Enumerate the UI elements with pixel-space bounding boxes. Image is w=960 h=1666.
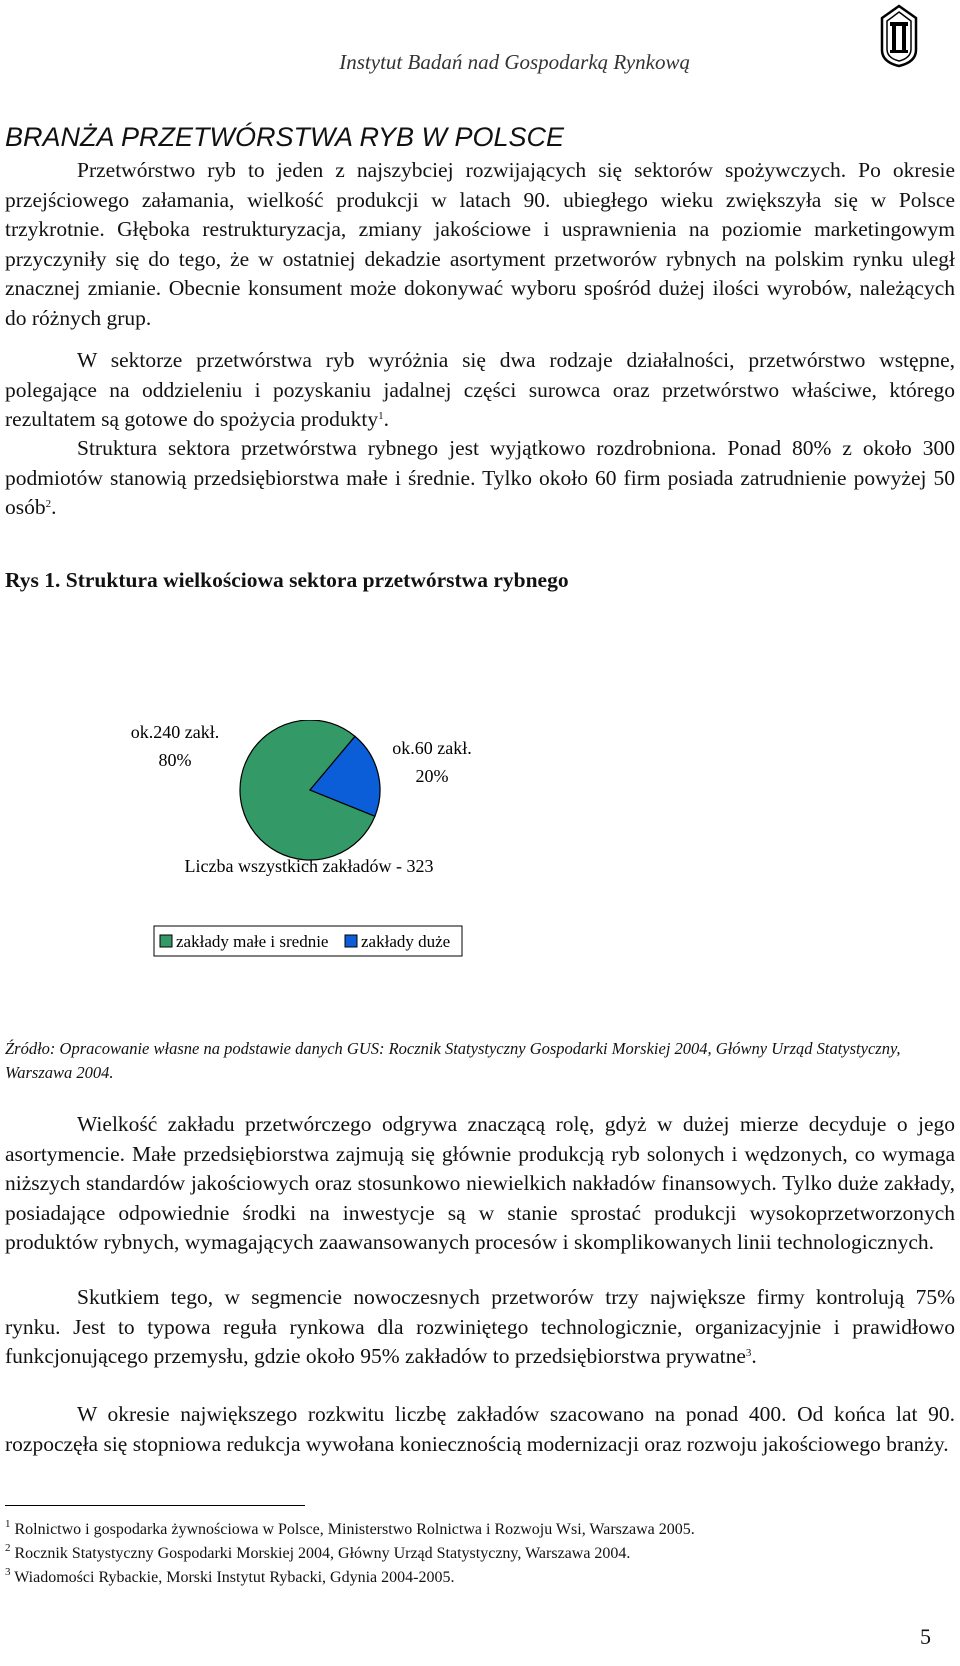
paragraph-1: Przetwórstwo ryb to jeden z najszybciej rozwijających się sektorów spożywczych. Po okresie przejściowego załamania, wielkość produkcji w latach 90. ubiegłego wieku zwiększyła się w Polsce trzykrotnie. Głęboka restrukturyzacja, zmiany jakościowe i usprawnienia na poziomie marketingowym przyczyniły się do tego, że w ostatniej dekadzie asortyment przetworów rybnych na polskim rynku uległ znacznej zmianie. Obecnie konsument może dokonywać wyboru spośród dużej ilości wyrobów, należących do różnych grup. (5, 158, 955, 330)
running-header: Instytut Badań nad Gospodarką Rynkową (339, 50, 690, 74)
pie-slices (240, 720, 380, 860)
footnote-3: $^3$ Wiadomości Rybackie, Morski Instytut Rybacki, Gdynia 2004-2005. (5, 1566, 455, 1586)
slice-label-count-0: ok.240 zakł. (130, 722, 220, 742)
footnote-ref-3: 3 (745, 1347, 752, 1359)
footnote-ref-1: 1 (378, 410, 384, 422)
footnote-1: $^1$ Rolnictwo i gospodarka żywnościowa w Polsce, Ministerstwo Rolnictwa i Rozwoju Wsi, Warszawa 2005. (5, 1518, 695, 1538)
footnote-ref-2: 2 (45, 498, 52, 510)
legend-label-0: zakłady małe i srednie (176, 932, 329, 951)
section-title: BRANŻA PRZETWÓRSTWA RYB W POLSCE (5, 122, 565, 152)
paragraph-3: Struktura sektora przetwórstwa rybnego jest wyjątkowo rozdrobniona. Ponad 80% z około 300 podmiotów stanowią przedsiębiorstwa małe i średnie. Tylko około 60 firm posiada zatrudnienie powyżej 50 osób$^2$. (5, 436, 955, 519)
paragraph-6: W okresie największego rozkwitu liczbę zakładów szacowano na ponad 400. Od końca lat 90. rozpoczęła się stopniowa redukcja wywołana koniecznością modernizacji oraz rozwoju jakościowego branży. (5, 1402, 955, 1456)
paragraph-4: Wielkość zakładu przetwórczego odgrywa znaczącą rolę, gdyż w dużej mierze decyduje o jego asortymencie. Małe przedsiębiorstwa zajmują się głównie produkcją ryb solonych i wędzonych, co wymaga niższych standardów jakościowych oraz stosunkowo niewielkich nakładów finansowych. Tylko duże zakłady, posiadające odpowiednie środki na inwestycje są w stanie sprostać produkcji wysokoprzetworzonych produktów rybnych, wymagających zaawansowanych procesów i skomplikowanych linii technologicznych. (5, 1112, 955, 1254)
slice-label-count-1: ok.60 zakł. (392, 738, 472, 758)
slice-label-pct-0: 80% (158, 750, 192, 770)
chart-annotation: Liczba wszystkich zakładów - 323 (184, 856, 434, 876)
figure-caption: Rys 1. Struktura wielkościowa sektora przetwórstwa rybnego (5, 568, 569, 592)
paragraph-5: Skutkiem tego, w segmencie nowoczesnych przetworów trzy największe firmy kontrolują 75% rynku. Jest to typowa reguła rynkowa dla rozwiniętego technologicznie, organizacyjnie i prawidłowo funkcjonującego przemysłu, gdzie około 95% zakładów to przedsiębiorstwa prywatne$^3$. (5, 1285, 955, 1368)
footnotes (5, 1518, 955, 1590)
legend-label-1: zakłady duże (361, 932, 451, 951)
footnote-divider (5, 1505, 305, 1506)
slice-label-pct-1: 20% (415, 766, 449, 786)
page-number: 5 (920, 1624, 931, 1649)
footnote-2: $^2$ Rocznik Statystyczny Gospodarki Morskiej 2004, Główny Urząd Statystyczny, Warszawa 2004. (5, 1542, 631, 1562)
legend-swatch-1 (345, 935, 357, 947)
legend-swatch-0 (160, 935, 172, 947)
pie-chart (120, 720, 820, 1020)
source-note: Źródło: Opracowanie własne na podstawie danych GUS: Rocznik Statystyczny Gospodarki Morskiej 2004, Główny Urząd Statystyczny, Warszawa 2004. (5, 1039, 901, 1082)
institute-logo-icon (878, 4, 920, 68)
paragraph-2: W sektorze przetwórstwa ryb wyróżnia się dwa rodzaje działalności, przetwórstwo wstępne, polegające na oddzieleniu i pozyskaniu jadalnej części surowca oraz przetwórstwo właściwe, którego rezultatem są gotowe do spożycia produkty$^1$. (5, 348, 955, 431)
